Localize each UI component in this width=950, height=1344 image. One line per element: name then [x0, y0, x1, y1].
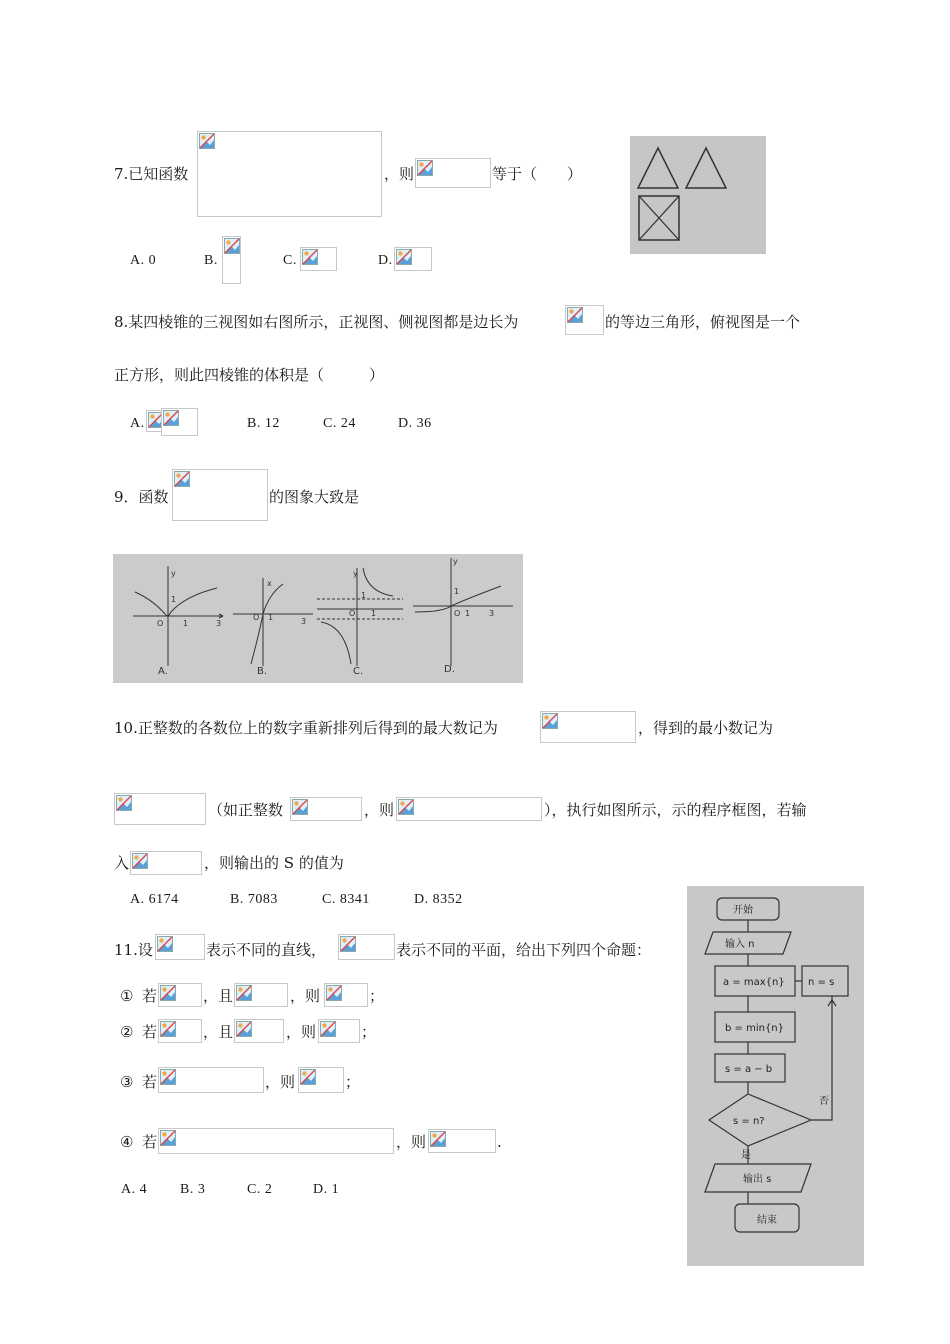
q7-function-formula-image — [197, 131, 382, 217]
q11-p3-end: ； — [345, 1073, 361, 1091]
graph-d-one-y: 1 — [454, 587, 460, 596]
broken-image-icon — [417, 160, 433, 176]
q11-p2-cond2-image — [234, 1019, 284, 1043]
q11-p4-ze: ，则 — [396, 1133, 427, 1151]
three-view-figure — [630, 136, 766, 254]
q11-p1-end: ； — [369, 987, 385, 1005]
broken-image-icon — [320, 1021, 336, 1037]
q11-p2-qie: ，且 — [203, 1023, 234, 1041]
broken-image-icon — [160, 985, 176, 1001]
graph-c-one-x: 1 — [371, 609, 377, 618]
flow-cond-text: s = n? — [733, 1116, 765, 1127]
q11-p2-ze: ，则 — [286, 1023, 317, 1041]
q9-label: 9．函数 — [114, 488, 169, 506]
q7-label: 7.已知函数 — [114, 165, 189, 183]
q11-option-b: B. 3 — [180, 1182, 206, 1197]
broken-image-icon — [302, 249, 318, 265]
q7-option-a: A. 0 — [130, 253, 157, 268]
q11-p4-end: . — [497, 1133, 502, 1151]
q11-option-d: D. 1 — [313, 1182, 340, 1197]
q10-option-c: C. 8341 — [322, 892, 370, 907]
graph-a-label: A. — [158, 666, 168, 677]
broken-image-icon — [236, 1021, 252, 1037]
q10-line2-b: ，则 — [364, 801, 395, 819]
graph-c-label: C. — [353, 666, 364, 677]
graph-b-one: 1 — [268, 613, 274, 622]
flow-end-text: 结束 — [757, 1215, 777, 1226]
q10-option-b: B. 7083 — [230, 892, 278, 907]
q7-option-d-image — [394, 247, 432, 271]
q11-p2-ruo: 若 — [142, 1023, 158, 1041]
flow-output-text: 输出 s — [743, 1174, 772, 1185]
broken-image-icon — [160, 1069, 176, 1085]
broken-image-icon — [542, 713, 558, 729]
broken-image-icon — [236, 985, 252, 1001]
program-flowchart-figure — [687, 886, 864, 1266]
q11-line1-b: 表示不同的直线， — [206, 941, 327, 959]
q7-mid-text: ，则 — [384, 165, 415, 183]
graph-a-one-y: 1 — [171, 595, 177, 604]
q8-option-b: B. 12 — [247, 416, 280, 431]
broken-image-icon — [326, 985, 342, 1001]
q11-p2-result-image — [318, 1019, 360, 1043]
broken-image-icon — [174, 471, 190, 487]
q11-p4-cond-image — [158, 1128, 394, 1154]
graph-a-one-x: 1 — [183, 619, 189, 628]
graph-c-y-label: y — [353, 569, 358, 578]
q11-p2-num: ② — [120, 1023, 134, 1041]
q7-option-b-label: B. — [204, 253, 218, 268]
broken-image-icon — [199, 133, 215, 149]
q9-tail: 的图象大致是 — [269, 488, 360, 506]
q11-p2-end: ； — [361, 1023, 377, 1041]
flow-sub-text: s = a − b — [725, 1064, 773, 1075]
graph-d-origin: O — [454, 609, 461, 618]
q8-option-d: D. 36 — [398, 416, 432, 431]
graph-b-three: 3 — [301, 617, 307, 626]
q10-example-result-image — [396, 797, 542, 821]
q11-p1-ze: ，则 — [290, 987, 321, 1005]
q11-lines-image — [155, 934, 205, 960]
broken-image-icon — [340, 936, 356, 952]
graph-c — [317, 568, 403, 666]
graph-b-x-label: x — [267, 579, 272, 588]
q10-min-image — [114, 793, 206, 825]
graph-c-origin: O — [349, 609, 356, 618]
q10-max-image — [540, 711, 636, 743]
q11-p4-ruo: 若 — [142, 1133, 158, 1151]
graph-a-y-label: y — [171, 569, 176, 578]
graph-a-three: 3 — [216, 619, 222, 628]
q10-line3-b: ，则输出的 S 的值为 — [204, 854, 344, 872]
q7-tail-text: 等于（ ） — [492, 165, 583, 183]
graph-d — [413, 558, 513, 666]
q11-p1-result-image — [324, 983, 368, 1007]
broken-image-icon — [163, 410, 179, 426]
flow-input-text: 输入 n — [725, 939, 755, 950]
q8-option-c: C. 24 — [323, 416, 356, 431]
q10-input-image — [130, 851, 202, 875]
graph-d-label: D. — [444, 664, 455, 675]
broken-image-icon — [430, 1131, 446, 1147]
q10-option-a: A. 6174 — [130, 892, 179, 907]
broken-image-icon — [567, 307, 583, 323]
q8-line1-tail: 的等边三角形，俯视图是一个 — [605, 313, 801, 331]
front-view-triangle — [638, 148, 678, 188]
flow-start-text: 开始 — [733, 905, 753, 916]
q7-option-c-label: C. — [283, 253, 297, 268]
broken-image-icon — [157, 936, 173, 952]
q11-p4-result-image — [428, 1129, 496, 1153]
broken-image-icon — [292, 799, 308, 815]
q11-option-a: A. 4 — [121, 1182, 148, 1197]
q11-p2-cond1-image — [158, 1019, 202, 1043]
graph-b-origin: O — [253, 613, 260, 622]
graph-b-label: B. — [257, 666, 268, 677]
q8-line2: 正方形，则此四棱锥的体积是（ ） — [114, 366, 385, 384]
graph-d-one-x: 1 — [465, 609, 471, 618]
q10-example-image — [290, 797, 362, 821]
q10-option-d: D. 8352 — [414, 892, 463, 907]
flow-assign-text: n = s — [808, 977, 835, 988]
q11-line1-c: 表示不同的平面，给出下列四个命题： — [396, 941, 652, 959]
q11-p4-num: ④ — [120, 1133, 134, 1151]
side-view-triangle — [686, 148, 726, 188]
q9-graph-options-figure — [113, 554, 523, 683]
q11-p1-num: ① — [120, 987, 134, 1005]
q11-p1-cond2-image — [234, 983, 288, 1007]
q10-line2-c: ），执行如图所示，示的程序框图，若输 — [544, 801, 807, 819]
broken-image-icon — [398, 799, 414, 815]
q11-p3-cond-image — [158, 1067, 264, 1093]
flow-max-text: a = max{n} — [723, 977, 785, 988]
q10-line2-a: （如正整数 — [208, 801, 284, 819]
q11-planes-image — [338, 934, 395, 960]
q7-option-d-label: D. — [378, 253, 393, 268]
broken-image-icon — [116, 795, 132, 811]
q11-p3-ruo: 若 — [142, 1073, 158, 1091]
flow-no-label: 否 — [819, 1096, 829, 1107]
graph-a-origin: O — [157, 619, 164, 628]
q11-p1-qie: ，且 — [203, 987, 234, 1005]
broken-image-icon — [132, 853, 148, 869]
q11-p1-ruo: 若 — [142, 987, 158, 1005]
q8-side-length-image — [565, 305, 604, 335]
q8-option-a-label: A. — [130, 416, 145, 431]
broken-image-icon — [224, 238, 240, 254]
broken-image-icon — [300, 1069, 316, 1085]
graph-c-one: 1 — [361, 591, 367, 600]
q9-function-image — [172, 469, 268, 521]
broken-image-icon — [396, 249, 412, 265]
q11-p1-cond1-image — [158, 983, 202, 1007]
q7-option-b-image — [222, 236, 241, 284]
broken-image-icon — [160, 1021, 176, 1037]
q11-p3-result-image — [298, 1067, 344, 1093]
flow-min-text: b = min{n} — [725, 1023, 785, 1034]
broken-image-icon — [160, 1130, 176, 1146]
q11-p3-ze: ，则 — [265, 1073, 296, 1091]
q7-option-c-image — [300, 247, 337, 271]
graph-a — [133, 566, 223, 666]
graph-d-three: 3 — [489, 609, 495, 618]
q11-p3-num: ③ — [120, 1073, 134, 1091]
q10-line3-a: 入 — [114, 854, 130, 872]
q8-option-a-image-2 — [161, 408, 198, 436]
q11-line1-a: 11.设 — [114, 941, 153, 959]
q11-option-c: C. 2 — [247, 1182, 273, 1197]
q10-line1-tail: ，得到的最小数记为 — [638, 719, 774, 737]
graph-d-y-label: y — [453, 557, 458, 566]
q10-line1: 10.正整数的各数位上的数字重新排列后得到的最大数记为 — [114, 719, 498, 737]
q7-expression-image — [415, 158, 491, 188]
q8-line1: 8.某四棱锥的三视图如右图所示，正视图、侧视图都是边长为 — [114, 313, 519, 331]
flow-yes-label: 是 — [741, 1150, 751, 1161]
